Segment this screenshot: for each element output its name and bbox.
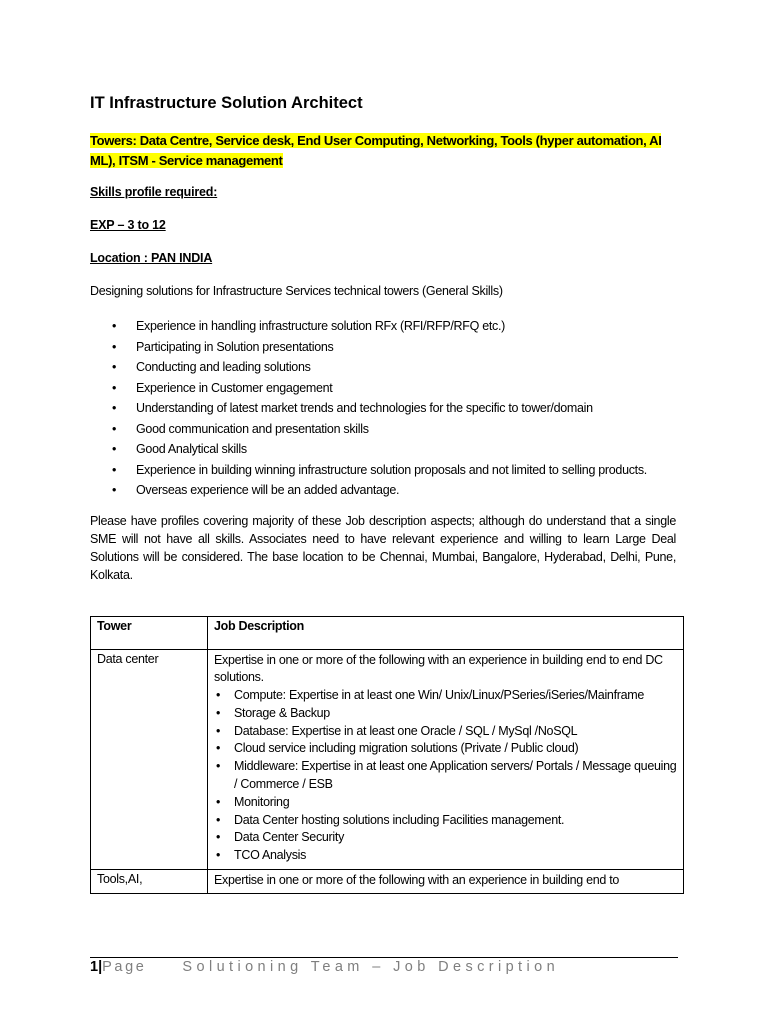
list-item <box>112 480 647 501</box>
description-cell <box>208 650 684 870</box>
bullet-glyph: • <box>112 483 117 497</box>
description-intro: Expertise in one or more of the following with an experience in building end to end DC solutions. <box>214 653 663 684</box>
bullet-glyph: • <box>216 705 221 720</box>
list-item <box>214 687 677 705</box>
bullet-glyph: • <box>112 339 117 354</box>
bullet-text: Good communication and presentation skills <box>136 421 369 436</box>
bullet-text: Experience in Customer engagement <box>136 380 333 395</box>
item-text: Data Center Security <box>234 830 345 845</box>
job-description-table <box>90 616 684 894</box>
list-item <box>214 740 677 758</box>
bullet-glyph: • <box>112 380 117 395</box>
bullet-glyph: • <box>216 812 221 827</box>
bullet-glyph: • <box>112 401 117 415</box>
item-text: TCO Analysis <box>234 848 307 863</box>
bullet-glyph: • <box>216 688 221 702</box>
list-item <box>112 398 647 419</box>
bullet-glyph: • <box>112 360 117 374</box>
list-item <box>112 460 647 481</box>
page-footer <box>90 959 559 975</box>
skills-label: Skills profile required: <box>90 185 218 199</box>
bullet-glyph: • <box>216 830 221 845</box>
location-label: Location : PAN INDIA <box>90 251 213 265</box>
list-item <box>214 705 677 723</box>
towers-highlight: Towers: Data Centre, Service desk, End User Computing, Networking, Tools (hyper automation, AI ML), ITSM - Service management <box>90 133 662 168</box>
bullet-text: Participating in Solution presentations <box>136 339 334 354</box>
bullet-glyph: • <box>216 723 221 738</box>
experience-label: EXP – 3 to 12 <box>90 218 166 232</box>
list-item <box>214 829 677 847</box>
bullet-glyph: • <box>112 442 117 456</box>
towers-line <box>90 131 690 171</box>
tower-cell: Data center <box>91 650 208 870</box>
item-text: Monitoring <box>234 794 290 809</box>
bullet-text: Experience in handling infrastructure solution RFx (RFI/RFP/RFQ etc.) <box>136 319 506 333</box>
description-cell <box>208 869 684 893</box>
item-text: Database: Expertise in at least one Oracle / SQL / MySql /NoSQL <box>234 723 578 738</box>
footer-separator: | <box>98 959 103 975</box>
bullet-text: Experience in building winning infrastructure solution proposals and not limited to selling products. <box>136 462 647 477</box>
item-text: Data Center hosting solutions including Facilities management. <box>234 812 565 827</box>
item-text: Cloud service including migration solutions (Private / Public cloud) <box>234 741 579 756</box>
header-tower: Tower <box>91 617 208 650</box>
bullet-text: Overseas experience will be an added advantage. <box>136 483 400 497</box>
bullet-text: Conducting and leading solutions <box>136 360 311 374</box>
list-item <box>112 357 647 378</box>
bullet-text: Good Analytical skills <box>136 442 247 456</box>
bullet-glyph: • <box>216 741 221 756</box>
bullet-text: Understanding of latest market trends and technologies for the specific to tower/domain <box>136 401 593 415</box>
table-header-row <box>91 617 684 650</box>
header-job-description: Job Description <box>208 617 684 650</box>
skills-bullet-list <box>112 316 647 501</box>
page-number: 1 <box>90 959 99 975</box>
list-item <box>112 316 647 337</box>
list-item <box>112 439 647 460</box>
footer-divider <box>90 957 678 958</box>
item-text: Middleware: Expertise in at least one Application servers/ Portals / Message queuing / Commerce / ESB <box>234 759 677 791</box>
page-word: Page <box>102 959 147 975</box>
bullet-glyph: • <box>216 759 221 774</box>
bullet-glyph: • <box>216 848 221 863</box>
tower-cell: Tools,AI, <box>91 869 208 893</box>
list-item <box>112 378 647 399</box>
list-item <box>112 337 647 358</box>
bullet-glyph: • <box>216 794 221 809</box>
bullet-glyph: • <box>112 319 117 333</box>
list-item <box>214 723 677 741</box>
list-item <box>214 812 677 830</box>
document-title: IT Infrastructure Solution Architect <box>90 94 363 112</box>
list-item <box>214 758 677 794</box>
bullet-glyph: • <box>112 421 117 436</box>
body-paragraph: Please have profiles covering majority of these Job description aspects; although do understand that a single SME will not have all skills. Associates need to have relevant experience and willing to learn Large Deal Solutions will be considered. The base location to be Chennai, Mumbai, Bangalore, Hyderabad, Delhi, Pune, Kolkata. <box>90 514 676 582</box>
item-text: Storage & Backup <box>234 705 330 720</box>
bullet-glyph: • <box>112 462 117 477</box>
list-item <box>214 794 677 812</box>
description-intro: Expertise in one or more of the following with an experience in building end to <box>214 872 620 887</box>
item-text: Compute: Expertise in at least one Win/ Unix/Linux/PSeries/iSeries/Mainframe <box>234 688 645 702</box>
table-row <box>91 650 684 870</box>
intro-line: Designing solutions for Infrastructure Services technical towers (General Skills) <box>90 284 503 298</box>
table-row <box>91 869 684 893</box>
footer-team-label: Solutioning Team – Job Description <box>182 959 560 975</box>
list-item <box>214 847 677 865</box>
description-list <box>214 687 677 865</box>
list-item <box>112 419 647 440</box>
